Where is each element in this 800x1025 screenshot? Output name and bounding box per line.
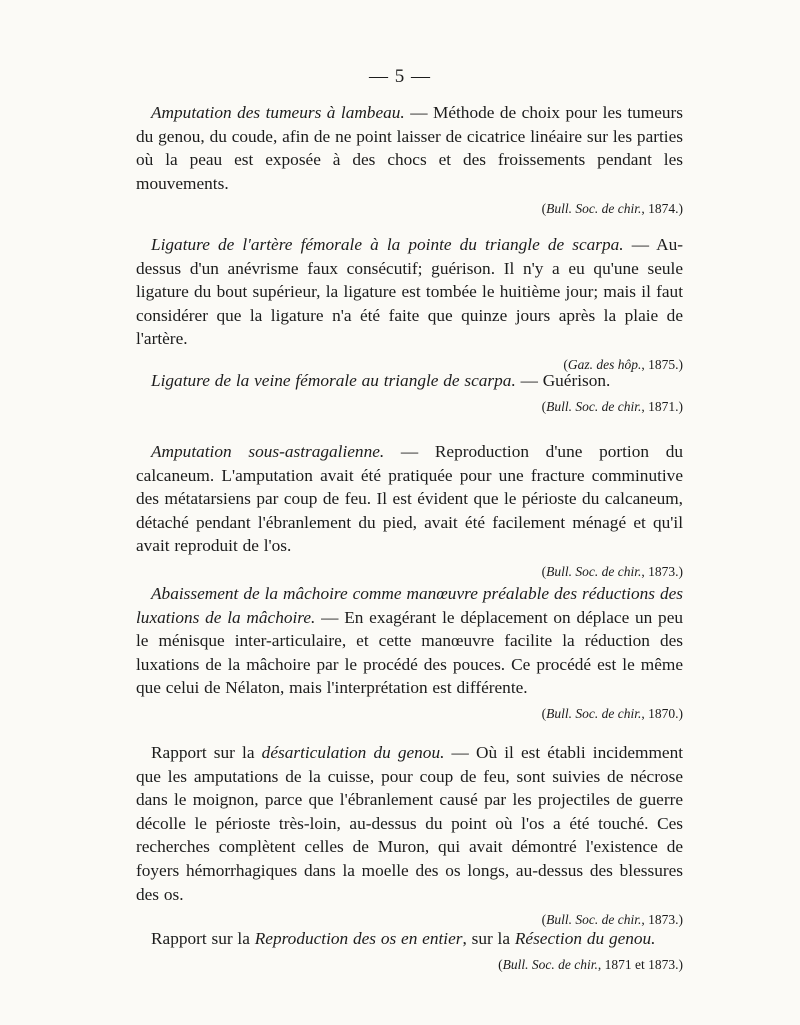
entry-ligature-artere <box>136 233 683 375</box>
entry-dash: — <box>404 103 433 122</box>
entry-dash: — <box>515 371 543 390</box>
entry-title: Reproduction des os en entier <box>254 929 463 948</box>
citation: (Bull. Soc. de chir., 1871.) <box>541 398 683 414</box>
citation-year: , 1873. <box>641 912 679 928</box>
citation-source: Bull. Soc. de chir. <box>546 705 642 721</box>
entry-paragraph <box>136 101 683 195</box>
entry-desarticulation-genou <box>136 741 683 930</box>
entry-ligature-veine <box>136 369 683 417</box>
entry-body: Guérison. <box>542 371 611 390</box>
entry-title: Ligature de la veine fémorale au triangle de scarpa. <box>151 371 516 390</box>
entry-body: Reproduction d'une portion du calcaneum. L'amputation avait été pratiquée pour une fracture comminutive des métatarsiens par coup de feu. Il est évident que le périoste du calcaneum, détaché pendant l'ébranlement du pied, avait été facilement ménagé et qu'il avait reproduit de l'os. <box>136 442 684 556</box>
entry-paragraph <box>136 741 683 906</box>
entry-body: En exagérant le déplacement on déplace un peu le ménisque inter-articulaire, et cette manœuvre facilite la réduction des luxations de la mâchoire par le procédé des pouces. Ce procédé est le même que celui de Nélaton, mais l'interprétation est différente. <box>136 607 684 698</box>
entry-prefix: Rapport sur la <box>151 929 255 948</box>
entry-dash: — <box>444 743 476 762</box>
citation-year: , 1870. <box>641 705 679 721</box>
entry-title: désarticulation du genou. <box>261 743 445 762</box>
entry-body: Au-dessus d'un anévrisme faux consécutif; guérison. Il n'y a eu qu'une seule ligature du bout supérieur, la ligature est tombée le huitième jour; mais il faut considérer que la ligature n'a été faite que quinze jours après la plaie de l'artère. <box>136 235 684 349</box>
citation-year: , 1875. <box>641 356 679 372</box>
citation-year: , 1874. <box>641 201 679 217</box>
citation: (Bull. Soc. de chir., 1874.) <box>541 201 683 217</box>
citation-source: Bull. Soc. de chir. <box>546 398 642 414</box>
citation-source: Bull. Soc. de chir. <box>546 912 642 928</box>
entry-title: Abaissement de la mâchoire comme manœuvre préalable des réductions des luxations de la mâchoire. <box>136 584 683 627</box>
entry-title: Amputation sous-astragalienne. <box>151 442 385 461</box>
citation-year: , 1871 et 1873. <box>597 956 679 972</box>
citation-year: , 1871. <box>641 398 679 414</box>
entry-reproduction-os <box>136 927 683 975</box>
citation: (Bull. Soc. de chir., 1873.) <box>541 563 683 579</box>
entry-paragraph <box>136 582 683 700</box>
entry-connector: , sur la <box>462 929 515 948</box>
entry-title: Ligature de l'artère fémorale à la pointe du triangle de scarpa. <box>151 235 624 254</box>
entry-amputation-sous-astragalienne <box>136 440 683 582</box>
citation-source: Bull. Soc. de chir. <box>546 201 642 217</box>
citation: (Gaz. des hôp., 1875.) <box>563 356 683 372</box>
entry-body: Où il est établi incidemment que les amputations de la cuisse, pour coup de feu, sont suivies de nécrose dans le moignon, parce que l'ébranlement causé par les projectiles de guerre décolle le périoste très-loin, au-dessus du point où l'os a été touché. Ces recherches complètent celles de Muron, qui avait démontré l'existence de foyers hémorrhagiques dans la moelle des os longs, au-dessus des blessures des os. <box>136 743 684 904</box>
citation: (Bull. Soc. de chir., 1873.) <box>541 912 683 928</box>
entry-prefix: Rapport sur la <box>151 743 262 762</box>
citation: (Bull. Soc. de chir., 1871 et 1873.) <box>498 956 683 972</box>
page-number: — 5 — <box>369 66 431 87</box>
citation: (Bull. Soc. de chir., 1870.) <box>541 705 683 721</box>
entry-paragraph <box>136 369 683 393</box>
citation-source: Bull. Soc. de chir. <box>502 956 598 972</box>
citation-year: , 1873. <box>641 563 679 579</box>
entry-body: Méthode de choix pour les tumeurs du genou, du coude, afin de ne point laisser de cicatrice linéaire sur les parties où la peau est exposée à des chocs et des froissements pendant les mouvements. <box>136 103 684 193</box>
entry-amputation-tumeurs <box>136 101 683 219</box>
citation-source: Bull. Soc. de chir. <box>546 563 642 579</box>
entry-paragraph <box>136 233 683 351</box>
entry-abaissement-machoire <box>136 582 683 724</box>
entry-title-secondary: Résection du genou. <box>514 929 656 948</box>
entry-paragraph <box>136 440 683 558</box>
citation-source: Gaz. des hôp. <box>567 356 642 372</box>
entry-dash: — <box>384 442 435 461</box>
entry-paragraph <box>136 927 683 951</box>
entry-dash: — <box>623 235 657 254</box>
entry-dash: — <box>315 607 345 627</box>
entry-title: Amputation des tumeurs à lambeau. <box>151 103 405 122</box>
